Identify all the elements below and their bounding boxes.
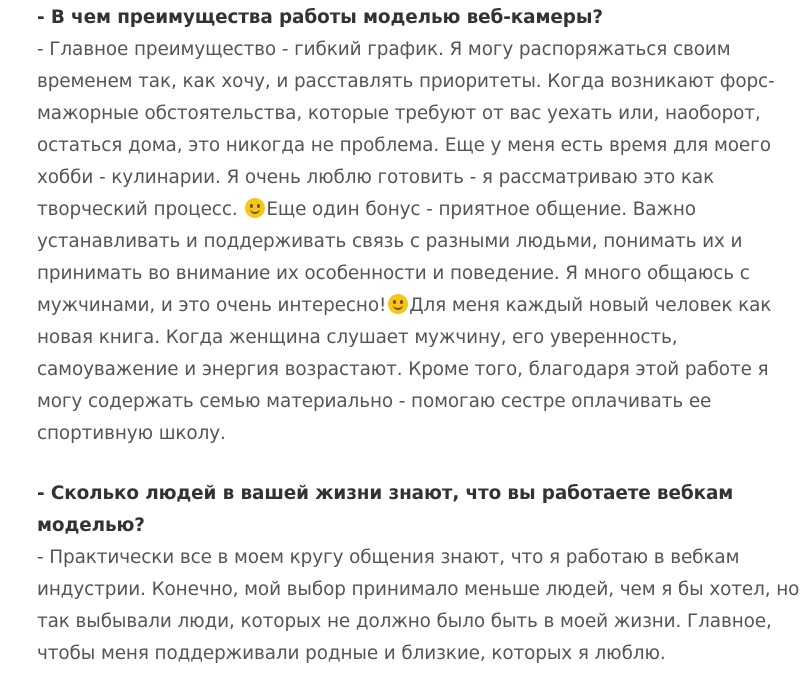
question-line: - В чем преимущества работы моделью веб-камеры? [37,7,603,28]
answer-text: мужчинами, и это очень интересно! [37,295,387,316]
answer-line: хобби - кулинарии. Я очень люблю готовить - я рассматриваю это как [37,167,715,188]
question-line: - Сколько людей в вашей жизни знают, что вы работаете вебкам [37,483,734,504]
answer-line: так выбывали люди, которых не должно было быть в моей жизни. Главное, [37,611,772,632]
answer-line: индустрии. Конечно, мой выбор принимало меньше людей, чем я бы хотел, но [37,579,800,600]
qa-block [37,478,809,670]
answer-line: мажорные обстоятельства, которые требуют от вас уехать или, наоборот, [37,103,761,124]
answer-line [37,290,809,322]
question [37,2,809,34]
answer-text: Еще один бонус - приятное общение. Важно [266,199,696,220]
answer-line: новая книга. Когда женщина слушает мужчину, его уверенность, [37,327,678,348]
answer-line: - Практически все в моем кругу общения знают, что я работаю в вебкам [37,547,740,568]
answer-line: временем так, как хочу, и расставлять приоритеты. Когда возникают форс- [37,71,775,92]
answer-line: - Главное преимущество - гибкий график. Я могу распоряжаться своим [37,39,731,60]
answer-line: остаться дома, это никогда не проблема. Еще у меня есть время для моего [37,135,771,156]
answer-line [37,194,809,226]
slightly-smiling-face-icon [388,294,408,314]
question [37,478,809,542]
answer-line: самоуважение и энергия возрастают. Кроме того, благодаря этой работе я [37,359,769,380]
answer-text: творческий процесс. [37,199,238,220]
answer-line: устанавливать и поддерживать связь с разными людьми, понимать их и [37,231,743,252]
answer-text: Для меня каждый новый человек как [409,295,772,316]
answer-line: чтобы меня поддерживали родные и близкие, которых я люблю. [37,643,666,664]
answer [37,542,809,670]
article [37,2,809,698]
answer [37,34,809,450]
slightly-smiling-face-icon [245,198,265,218]
answer-line: принимать во внимание их особенности и поведение. Я много общаюсь с [37,263,750,284]
question-line: моделью? [37,515,145,536]
answer-line: спортивную школу. [37,423,226,444]
answer-line: могу содержать семью материально - помогаю сестре оплачивать ее [37,391,712,412]
qa-block [37,2,809,450]
